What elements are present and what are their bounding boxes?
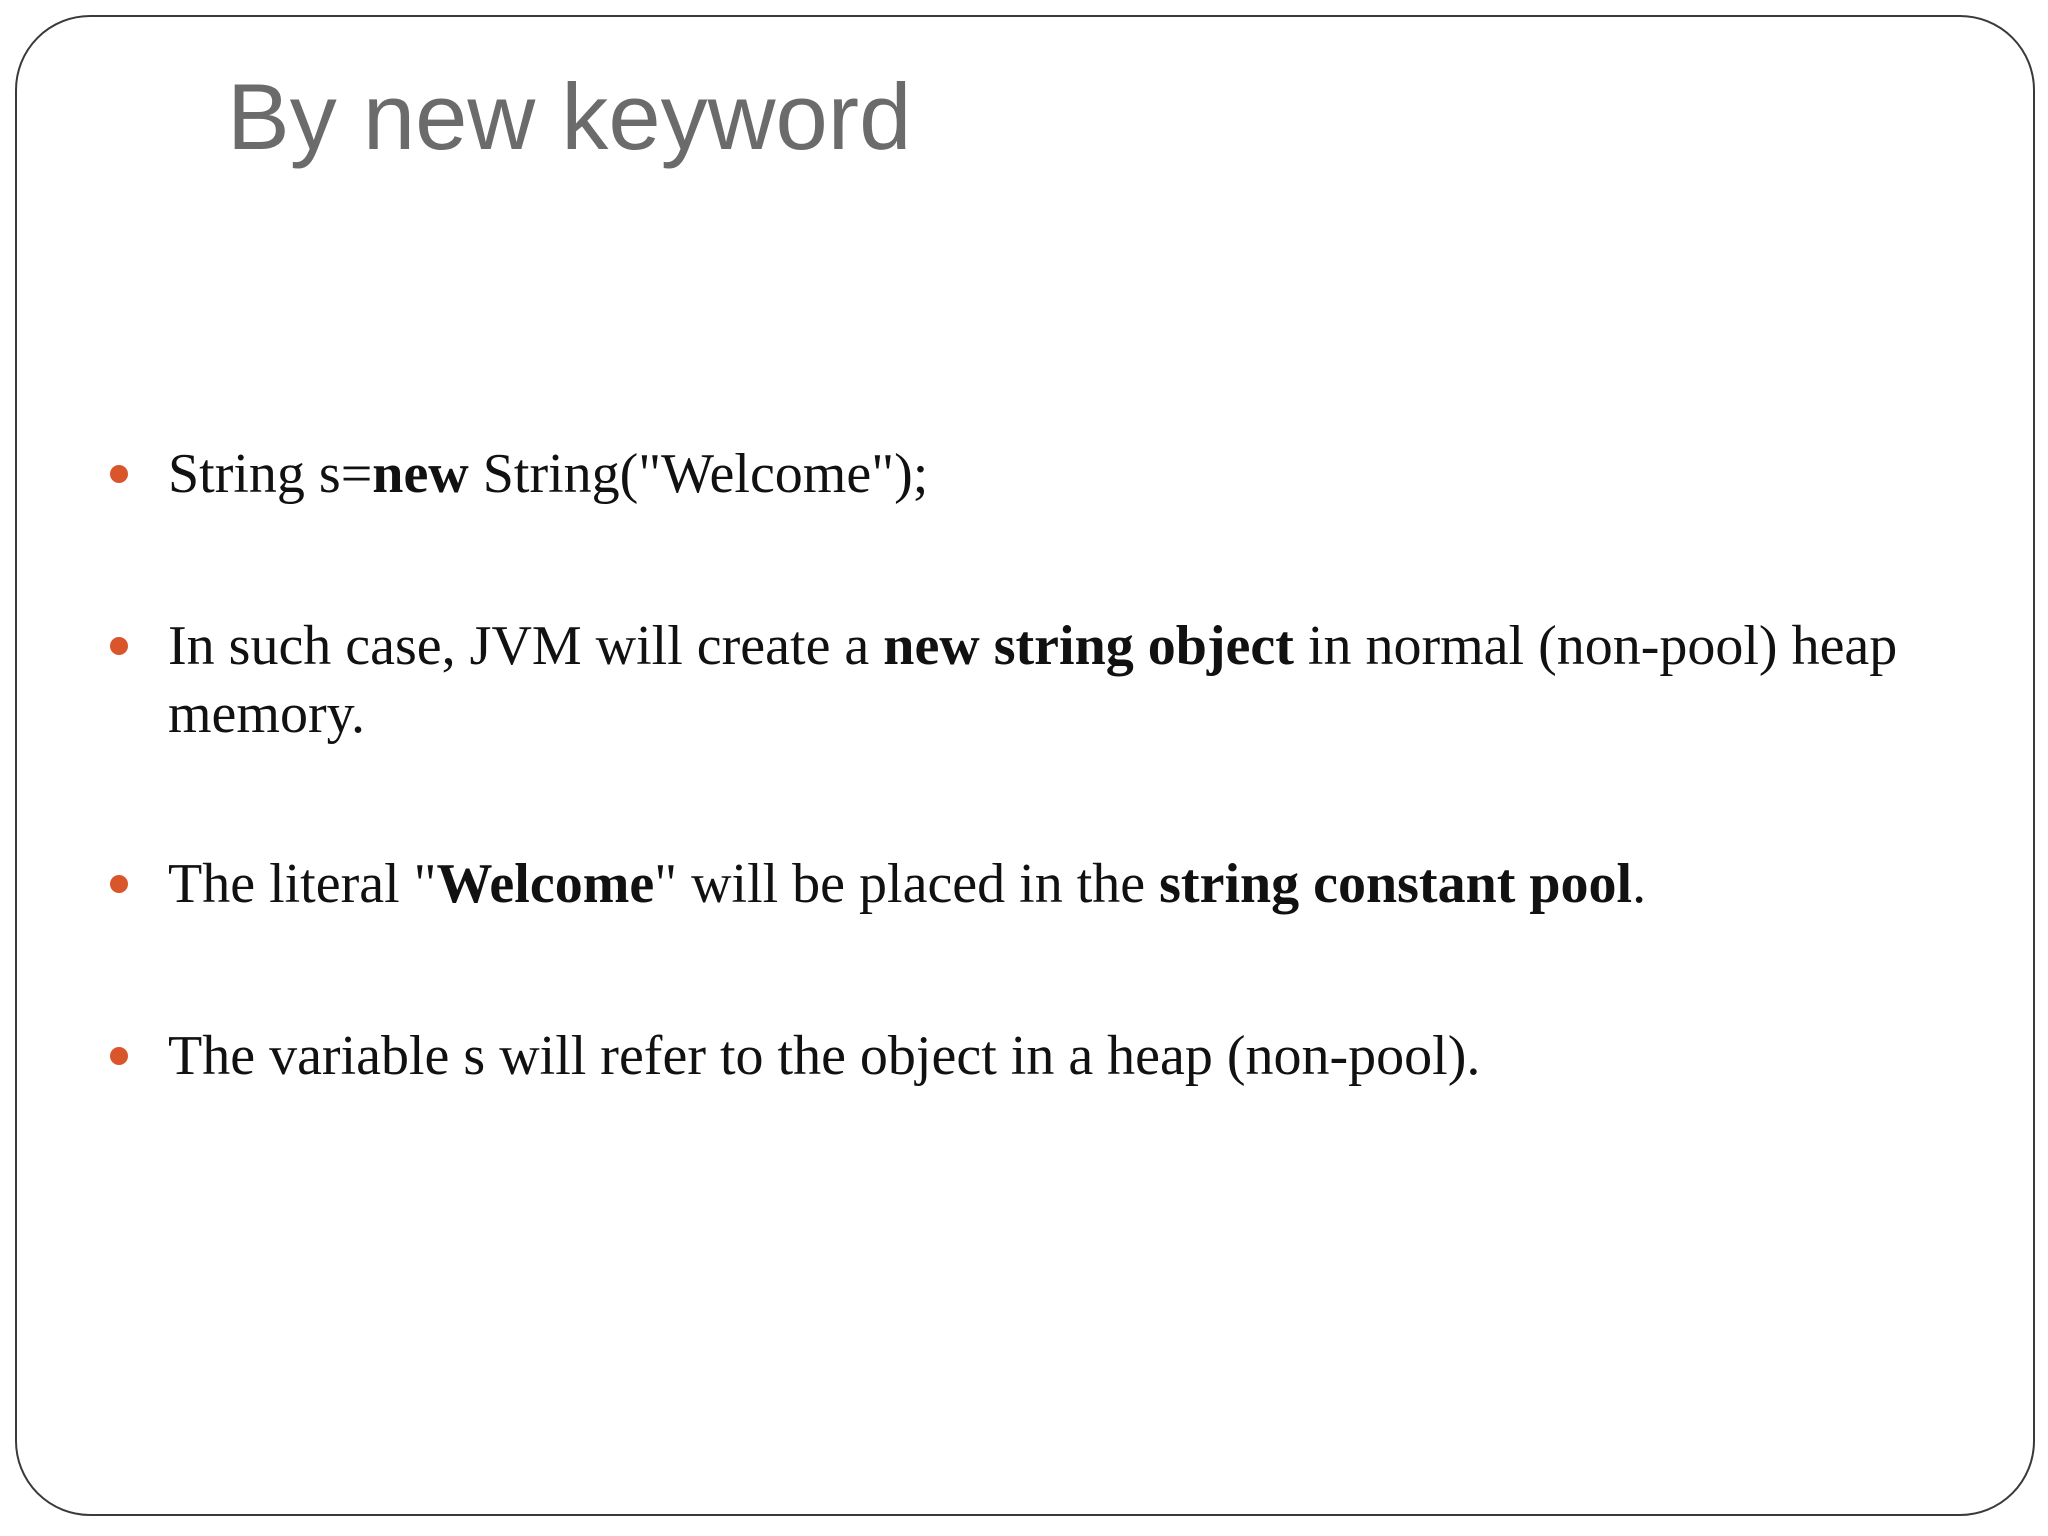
bullet-segment: " will be placed in the: [654, 853, 1160, 915]
bullet-text: [168, 850, 1938, 918]
bullet-dot-icon: [110, 637, 128, 655]
bullet-segment: String s=: [168, 443, 373, 505]
bullet-segment: The literal ": [168, 853, 437, 915]
bullet-dot-icon: [110, 1047, 128, 1065]
bullet-segment: in normal (non-pool) heap memory.: [168, 615, 1898, 745]
bullet-text: [168, 440, 1938, 508]
bullet-dot-icon: [110, 875, 128, 893]
bullet-segment: .: [1632, 853, 1647, 915]
slide-title: By new keyword: [227, 64, 912, 169]
bullet-segment-bold: Welcome: [436, 853, 655, 915]
bullet-segment: In such case, JVM will create a: [168, 615, 884, 677]
bullet-segment-bold: string constant pool: [1159, 853, 1633, 915]
bullet-segment: The variable s will refer to the object in a heap (non-pool).: [168, 1025, 1481, 1087]
bullet-text: [168, 612, 1938, 748]
bullet-dot-icon: [110, 465, 128, 483]
bullet-text: [168, 1022, 1938, 1090]
bullet-segment-bold: new: [372, 443, 469, 505]
bullet-segment: String("Welcome");: [468, 443, 929, 505]
bullet-segment-bold: new string object: [883, 615, 1294, 677]
